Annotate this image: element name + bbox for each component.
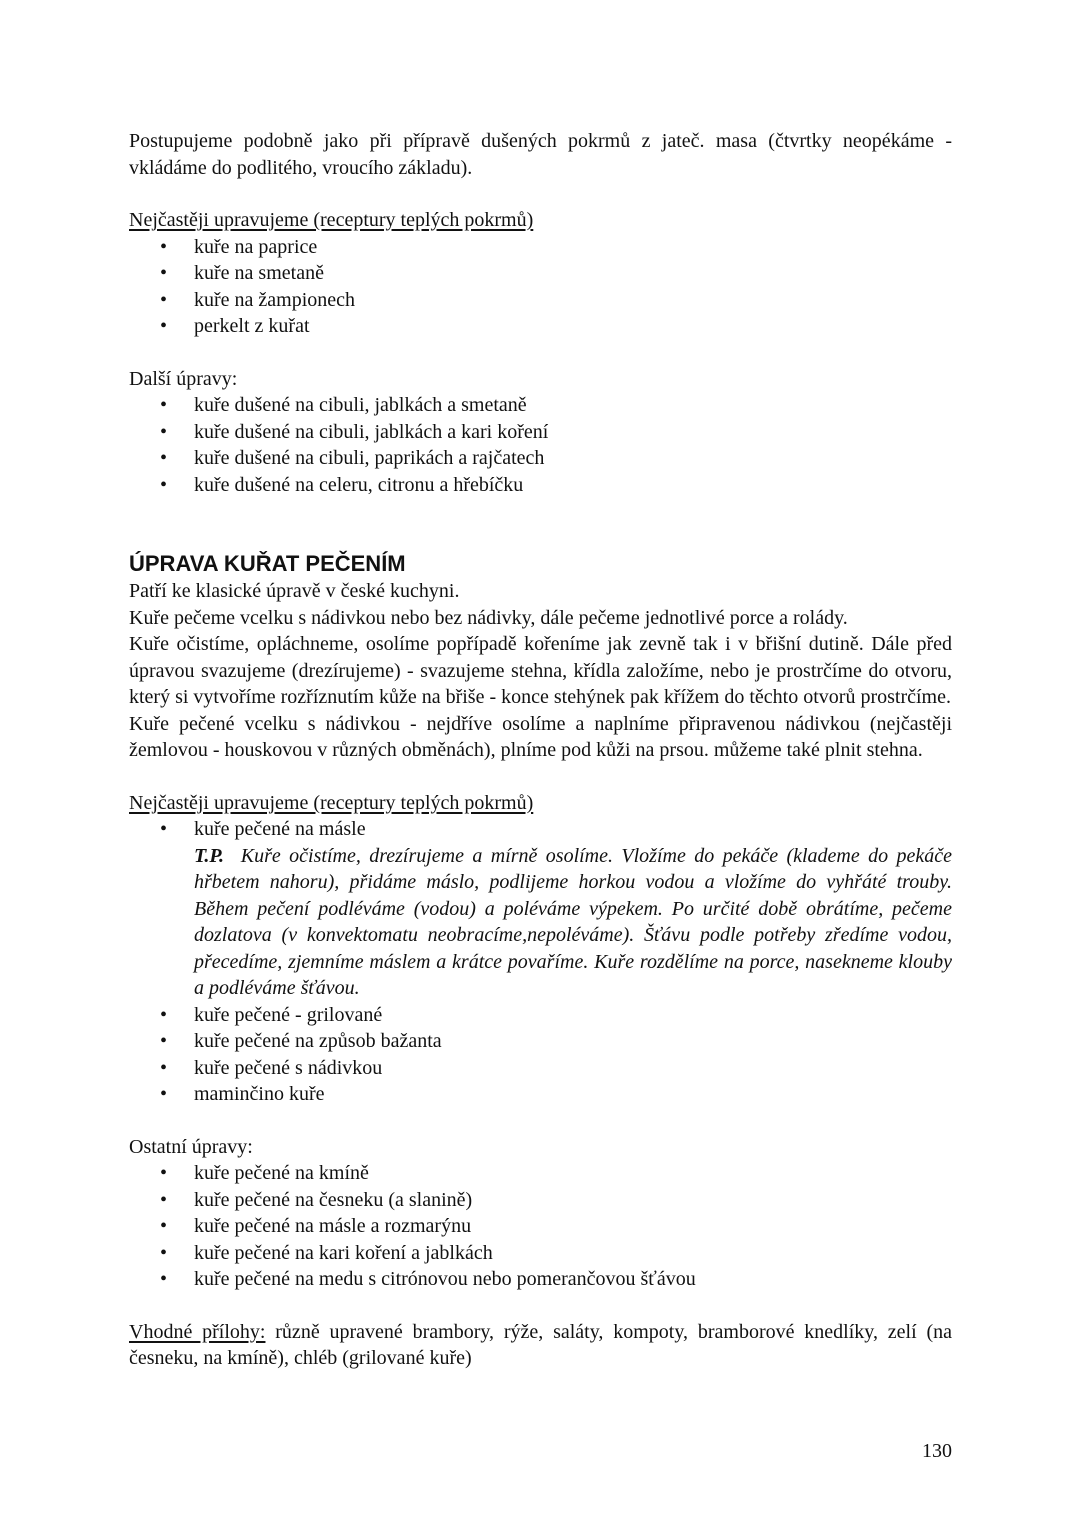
section-paragraph-2: Kuře pečeme vcelku s nádivkou nebo bez nádivky, dále pečeme jednotlivé porce a rolády.: [129, 606, 848, 629]
side-dishes-paragraph: [129, 1319, 952, 1372]
list-item: • kuře na paprice: [129, 234, 952, 261]
bullet-icon: •: [160, 1083, 168, 1105]
list-item: • kuře na smetaně: [129, 260, 952, 287]
section-paragraph-1: Patří ke klasické úpravě v české kuchyni.: [129, 580, 460, 602]
bullet-icon: •: [160, 1268, 168, 1290]
list-item: • kuře pečené - grilované: [129, 1002, 952, 1029]
bullet-icon: •: [160, 1162, 168, 1184]
list-item: • kuře pečené na medu s citrónovou nebo pomerančovou šťávou: [129, 1266, 952, 1293]
procedure-label: T.P.: [194, 844, 225, 867]
list-item: • kuře pečené s nádivkou: [129, 1055, 952, 1082]
list-item: • kuře pečené na způsob bažanta: [129, 1028, 952, 1055]
list-item: • kuře na žampionech: [129, 287, 952, 314]
list-item: • maminčino kuře: [129, 1081, 952, 1108]
bullet-icon: •: [160, 1056, 168, 1079]
roasted-list: [129, 816, 952, 1108]
page-number: 130: [922, 1440, 952, 1462]
list-item: • kuře pečené na kmíně: [129, 1160, 952, 1187]
other-roasted-list: [129, 1160, 952, 1293]
side-dishes-label: Vhodné přílohy:: [129, 1320, 266, 1343]
list-item: • perkelt z kuřat: [129, 313, 952, 340]
list-item: • kuře dušené na cibuli, paprikách a rajčatech: [129, 445, 952, 472]
list-item: • kuře dušené na cibuli, jablkách a smetaně: [129, 392, 952, 419]
list-item: • kuře pečené na česneku (a slanině): [129, 1187, 952, 1214]
list-item: • kuře pečené na másle a rozmarýnu: [129, 1213, 952, 1240]
list-item: • kuře pečené na másle T.P. Kuře očistíme, drezírujeme a mírně osolíme. Vložíme do pekáče (klademe do pekáče hřbetem nahoru), přidáme máslo, podlijeme horkou vodou a vložíme do vyhřáté trouby. Během pečení podléváme (vodou) a poléváme výpekem. Po určité době obrátíme, pečeme dozlatova (v konvektomatu neobracíme,nepoléváme). Šťávu podle potřeby zředíme vodou, přecedíme, zjemníme máslem a krátce povaříme. Kuře rozdělíme na porce, nasekneme klouby a podléváme šťávou.: [129, 816, 952, 1002]
bullet-icon: •: [160, 262, 168, 284]
page-content: [129, 128, 952, 1372]
other-stewed-list: [129, 392, 952, 498]
stewed-list: [129, 234, 952, 340]
bullet-icon: •: [160, 818, 168, 840]
intro-paragraph: Postupujeme podobně jako při přípravě dušených pokrmů z jateč. masa (čtvrtky neopékáme - vkládáme do podlitého, vroucího základu).: [129, 130, 952, 179]
bullet-icon: •: [160, 1241, 168, 1264]
section-paragraph-3: Kuře očistíme, opláchneme, osolíme popřípadě kořeníme jak zevně tak i v břišní dutině. Dále před úpravou svazujeme (drezírujeme) - svazujeme stehna, křídla založíme, nebo je prostrčíme do otvoru, který si vytvoříme rozříznutím kůže na břiše - konce stehýnek pak křížem do těchto otvorů prostrčíme.: [129, 633, 952, 708]
bullet-icon: •: [160, 1215, 168, 1237]
list-item: • kuře pečené na kari koření a jablkách: [129, 1240, 952, 1267]
side-dishes-text: různě upravené brambory, rýže, saláty, kompoty, bramborové knedlíky, zelí (na česneku, na kmíně), chléb (grilované kuře): [129, 1320, 953, 1369]
bullet-icon: •: [160, 288, 168, 311]
other-stewed-heading: Další úpravy:: [129, 367, 238, 390]
list-item: • kuře dušené na celeru, citronu a hřebíčku: [129, 472, 952, 499]
bullet-icon: •: [160, 394, 168, 416]
roasted-list-heading: Nejčastěji upravujeme (receptury teplých pokrmů): [129, 791, 534, 814]
bullet-icon: •: [160, 235, 168, 258]
bullet-icon: •: [160, 420, 168, 443]
section-title: ÚPRAVA KUŘAT PEČENÍM: [129, 551, 406, 576]
other-roasted-heading: Ostatní úpravy:: [129, 1135, 253, 1158]
bullet-icon: •: [160, 1003, 168, 1026]
stewed-list-heading: Nejčastěji upravujeme (receptury teplých pokrmů): [129, 209, 534, 231]
recipe-procedure: [194, 843, 952, 1002]
procedure-text: Kuře očistíme, drezírujeme a mírně osolíme. Vložíme do pekáče (klademe do pekáče hřbetem nahoru), přidáme máslo, podlijeme horkou vodou a vložíme do vyhřáté trouby. Během pečení podléváme (vodou) a poléváme výpekem. Po určité době obrátíme, pečeme dozlatova (v konvektomatu neobracíme,nepoléváme). Šťávu podle potřeby zředíme vodou, přecedíme, zjemníme máslem a krátce povaříme. Kuře rozdělíme na porce, nasekneme klouby a podléváme šťávou.: [194, 844, 953, 999]
bullet-icon: •: [160, 473, 168, 496]
bullet-icon: •: [160, 447, 168, 469]
list-item: • kuře dušené na cibuli, jablkách a kari koření: [129, 419, 952, 446]
bullet-icon: •: [160, 1030, 168, 1052]
section-paragraph-4: Kuře pečené vcelku s nádivkou - nejdříve osolíme a naplníme připravenou nádivkou (nejčastěji žemlovou - houskovou v různých obměnách), plníme pod kůži na prsou. můžeme také plnit stehna.: [129, 712, 952, 761]
bullet-icon: •: [160, 315, 168, 337]
bullet-icon: •: [160, 1188, 168, 1211]
